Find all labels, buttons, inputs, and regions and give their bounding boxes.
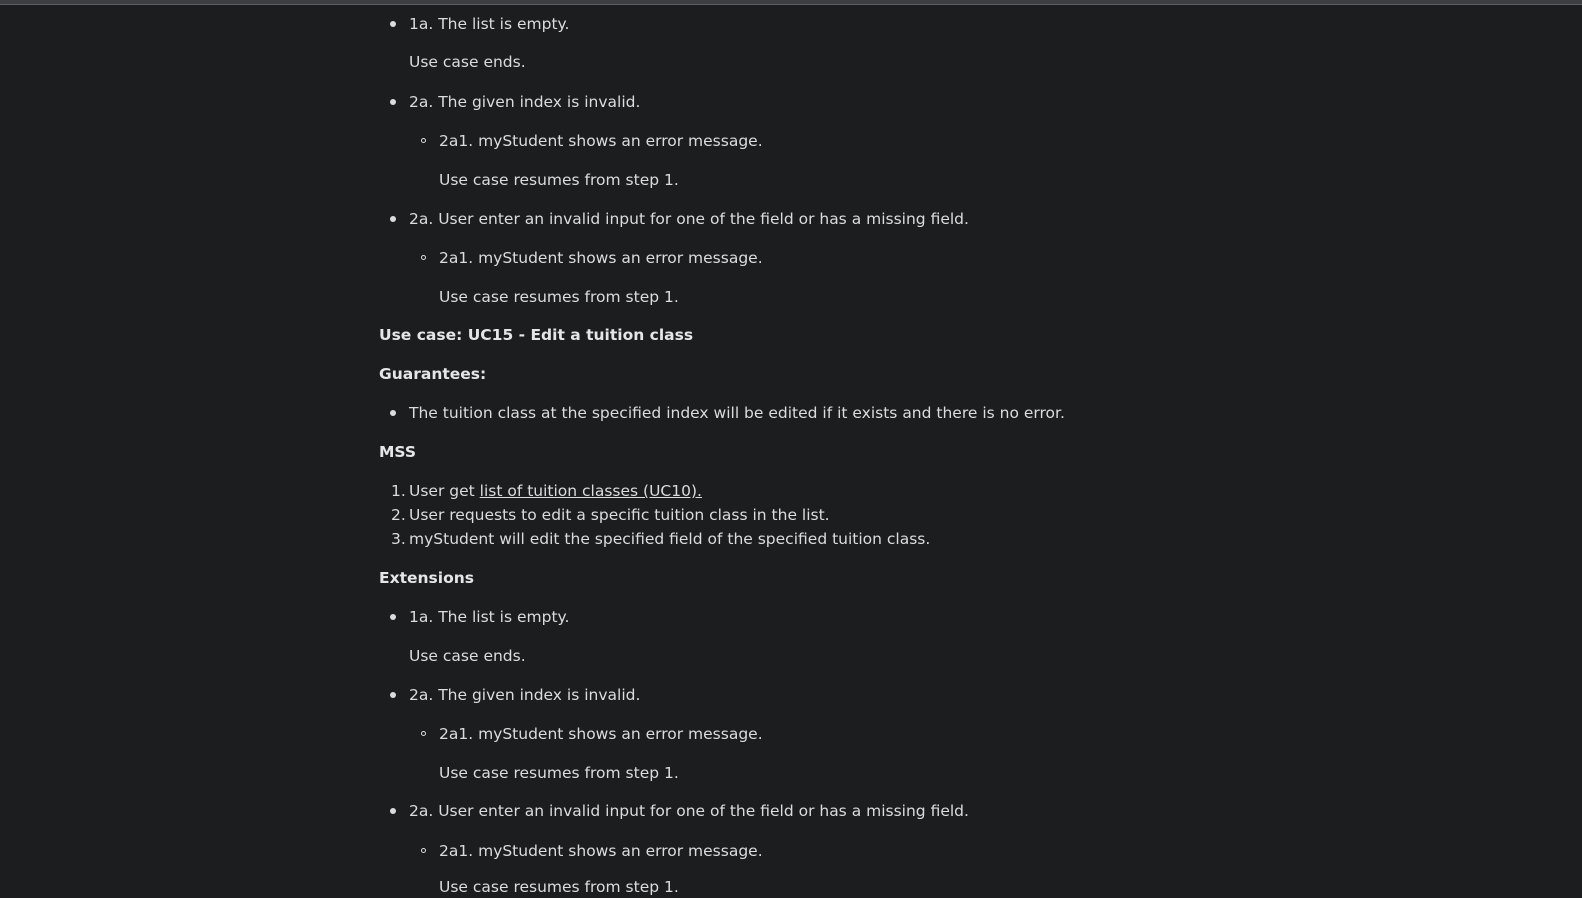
bullet-dot — [390, 99, 396, 105]
bullet-dot — [390, 808, 396, 814]
extension-item-1a: 1a. The list is empty. — [409, 15, 570, 33]
bullet-dot — [390, 614, 396, 620]
extension-item-2a: 2a. The given index is invalid. — [409, 686, 641, 704]
mss-step-1 — [409, 480, 702, 502]
extension-outcome: Use case resumes from step 1. — [439, 878, 679, 896]
extension-item-1a: 1a. The list is empty. — [409, 608, 570, 626]
extension-outcome: Use case ends. — [409, 647, 526, 665]
guarantees-heading: Guarantees: — [379, 365, 487, 383]
extension-subitem-2a1: 2a1. myStudent shows an error message. — [439, 249, 763, 267]
bullet-circle — [421, 848, 426, 853]
extensions-heading: Extensions — [379, 569, 474, 587]
window-top-border — [0, 0, 1582, 5]
extension-outcome: Use case resumes from step 1. — [439, 171, 679, 189]
extension-subitem-2a1: 2a1. myStudent shows an error message. — [439, 842, 763, 860]
mss-step-number: 2. — [391, 506, 406, 524]
extension-outcome: Use case ends. — [409, 53, 526, 71]
extension-outcome: Use case resumes from step 1. — [439, 288, 679, 306]
mss-step-number: 1. — [391, 482, 406, 500]
use-case-title: Use case: UC15 - Edit a tuition class — [379, 326, 694, 344]
mss-step-number: 3. — [391, 530, 406, 548]
bullet-dot — [390, 692, 396, 698]
extension-subitem-2a1: 2a1. myStudent shows an error message. — [439, 132, 763, 150]
mss-step-1-text: User get — [409, 482, 480, 500]
bullet-circle — [421, 731, 426, 736]
mss-step-2: User requests to edit a specific tuition class in the list. — [409, 506, 830, 524]
mss-step-3: myStudent will edit the specified field of the specified tuition class. — [409, 530, 931, 548]
bullet-dot — [390, 410, 396, 416]
bullet-circle — [421, 138, 426, 143]
bullet-dot — [390, 21, 396, 27]
extension-item-2a-input: 2a. User enter an invalid input for one of the field or has a missing field. — [409, 210, 969, 228]
uc10-link[interactable]: list of tuition classes (UC10). — [479, 482, 702, 500]
bullet-dot — [390, 216, 396, 222]
extension-item-2a: 2a. The given index is invalid. — [409, 93, 641, 111]
mss-heading: MSS — [379, 443, 417, 461]
extension-item-2a-input: 2a. User enter an invalid input for one of the field or has a missing field. — [409, 802, 969, 820]
extension-outcome: Use case resumes from step 1. — [439, 764, 679, 782]
extension-subitem-2a1: 2a1. myStudent shows an error message. — [439, 725, 763, 743]
bullet-circle — [421, 255, 426, 260]
guarantee-item: The tuition class at the specified index will be edited if it exists and there is no error. — [409, 404, 1065, 422]
